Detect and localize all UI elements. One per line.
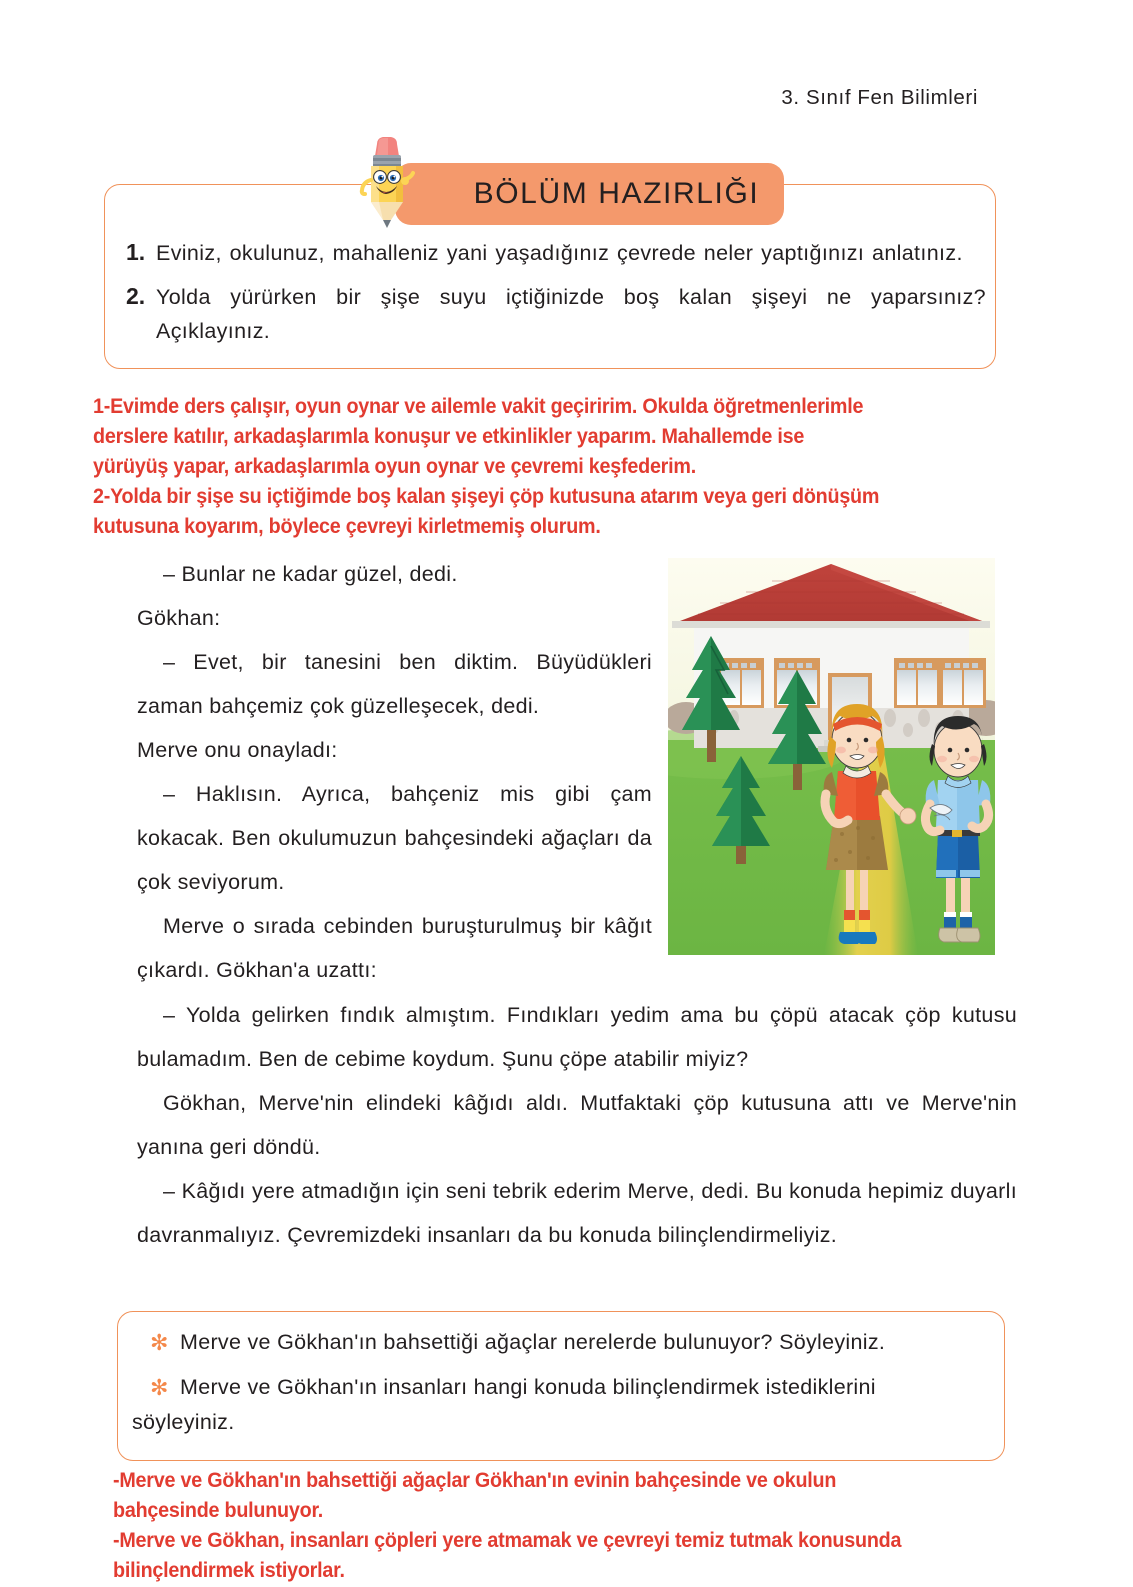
prep-question-2	[126, 280, 986, 348]
story-paragraph-5: – Haklısın. Ayrıca, bahçeniz mis gibi çam kokacak. Ben okulumuzun bahçesindeki ağaçları da çok seviyorum.	[137, 782, 652, 894]
story-left-column	[137, 552, 652, 992]
answer-bottom-line-3: -Merve ve Gökhan, insanları çöpleri yere atmamak ve çevreyi temiz tutmak konusunda	[113, 1529, 902, 1552]
answer-top-line-5: kutusuna koyarım, böylece çevreyi kirletmemiş olurum.	[93, 515, 601, 538]
story-paragraph-3: – Evet, bir tanesini ben diktim. Büyüdükleri zaman bahçemiz çok güzelleşecek, dedi.	[137, 650, 652, 718]
story-paragraph-1: – Bunlar ne kadar güzel, dedi.	[163, 562, 458, 586]
student-answer-bottom	[113, 1466, 1062, 1586]
answer-top-line-2: derslere katılır, arkadaşlarımla konuşur ve etkinlikler yaparım. Mahallemde ise	[93, 425, 805, 448]
discussion-question-1	[150, 1320, 1005, 1365]
answer-bottom-line-2: bahçesinde bulunuyor.	[113, 1499, 324, 1522]
prep-question-1-text: Eviniz, okulunuz, mahalleniz yani yaşadığınız çevrede neler yaptığınızı anlatınız.	[156, 241, 963, 265]
answer-top-line-4: 2-Yolda bir şişe su içtiğimde boş kalan şişeyi çöp kutusuna atarım veya geri dönüşüm	[93, 485, 880, 508]
section-banner	[395, 163, 784, 225]
story-paragraph-4: Merve onu onayladı:	[137, 738, 338, 762]
asterisk-bullet-icon: ✻	[150, 1375, 169, 1400]
answer-bottom-line-1: -Merve ve Gökhan'ın bahsettiği ağaçlar Gökhan'ın evinin bahçesinde ve okulun	[113, 1469, 837, 1492]
story-paragraph-7: – Yolda gelirken fındık almıştım. Fındıkları yedim ama bu çöpü atacak çöp kutusu bulamadım. Ben de cebime koydum. Şunu çöpe atabilir miyiz?	[137, 1003, 1017, 1071]
story-paragraph-6: Merve o sırada cebinden buruşturulmuş bir kâğıt çıkardı. Gökhan'a uzattı:	[137, 914, 652, 982]
story-paragraph-9: – Kâğıdı yere atmadığın için seni tebrik ederim Merve, dedi. Bu konuda hepimiz duyarlı davranmalıyız. Çevremizdeki insanları da bu konuda bilinçlendirmeliyiz.	[137, 1179, 1017, 1247]
house-garden-children-illustration	[668, 558, 995, 955]
asterisk-bullet-icon: ✻	[150, 1330, 169, 1355]
prep-question-1-number: 1.	[126, 239, 146, 265]
story-paragraph-8: Gökhan, Merve'nin elindeki kâğıdı aldı. Mutfaktaki çöp kutusuna attı ve Merve'nin yanına geri döndü.	[137, 1091, 1017, 1159]
discussion-question-1-text: Merve ve Gökhan'ın bahsettiği ağaçlar nerelerde bulunuyor? Söyleyiniz.	[180, 1330, 886, 1354]
prep-question-2-number: 2.	[126, 283, 146, 309]
discussion-question-2-tail: söyleyiniz.	[132, 1410, 235, 1434]
answer-bottom-line-4: bilinçlendirmek istiyorlar.	[113, 1559, 345, 1582]
running-head: 3. Sınıf Fen Bilimleri	[781, 86, 978, 109]
story-full-width	[137, 993, 1017, 1257]
story-paragraph-2: Gökhan:	[137, 606, 221, 630]
prep-questions-list	[126, 236, 986, 358]
prep-question-2-text: Yolda yürürken bir şişe suyu içtiğinizde boş kalan şişeyi ne yaparsınız? Açıklayınız.	[156, 285, 986, 343]
discussion-questions-list	[150, 1320, 1005, 1410]
answer-top-line-1: 1-Evimde ders çalışır, oyun oynar ve ailemle vakit geçiririm. Okulda öğretmenlerimle	[93, 395, 864, 418]
prep-question-1	[126, 236, 986, 270]
discussion-question-2-text: Merve ve Gökhan'ın insanları hangi konuda bilinçlendirmek istediklerini	[180, 1375, 876, 1399]
student-answer-top	[93, 392, 1071, 542]
banner-title: BÖLÜM HAZIRLIĞI	[473, 177, 760, 210]
pencil-mascot-icon	[355, 136, 417, 230]
answer-top-line-3: yürüyüş yapar, arkadaşlarımla oyun oynar ve çevremi keşfederim.	[93, 455, 696, 478]
discussion-question-2	[150, 1365, 1005, 1410]
